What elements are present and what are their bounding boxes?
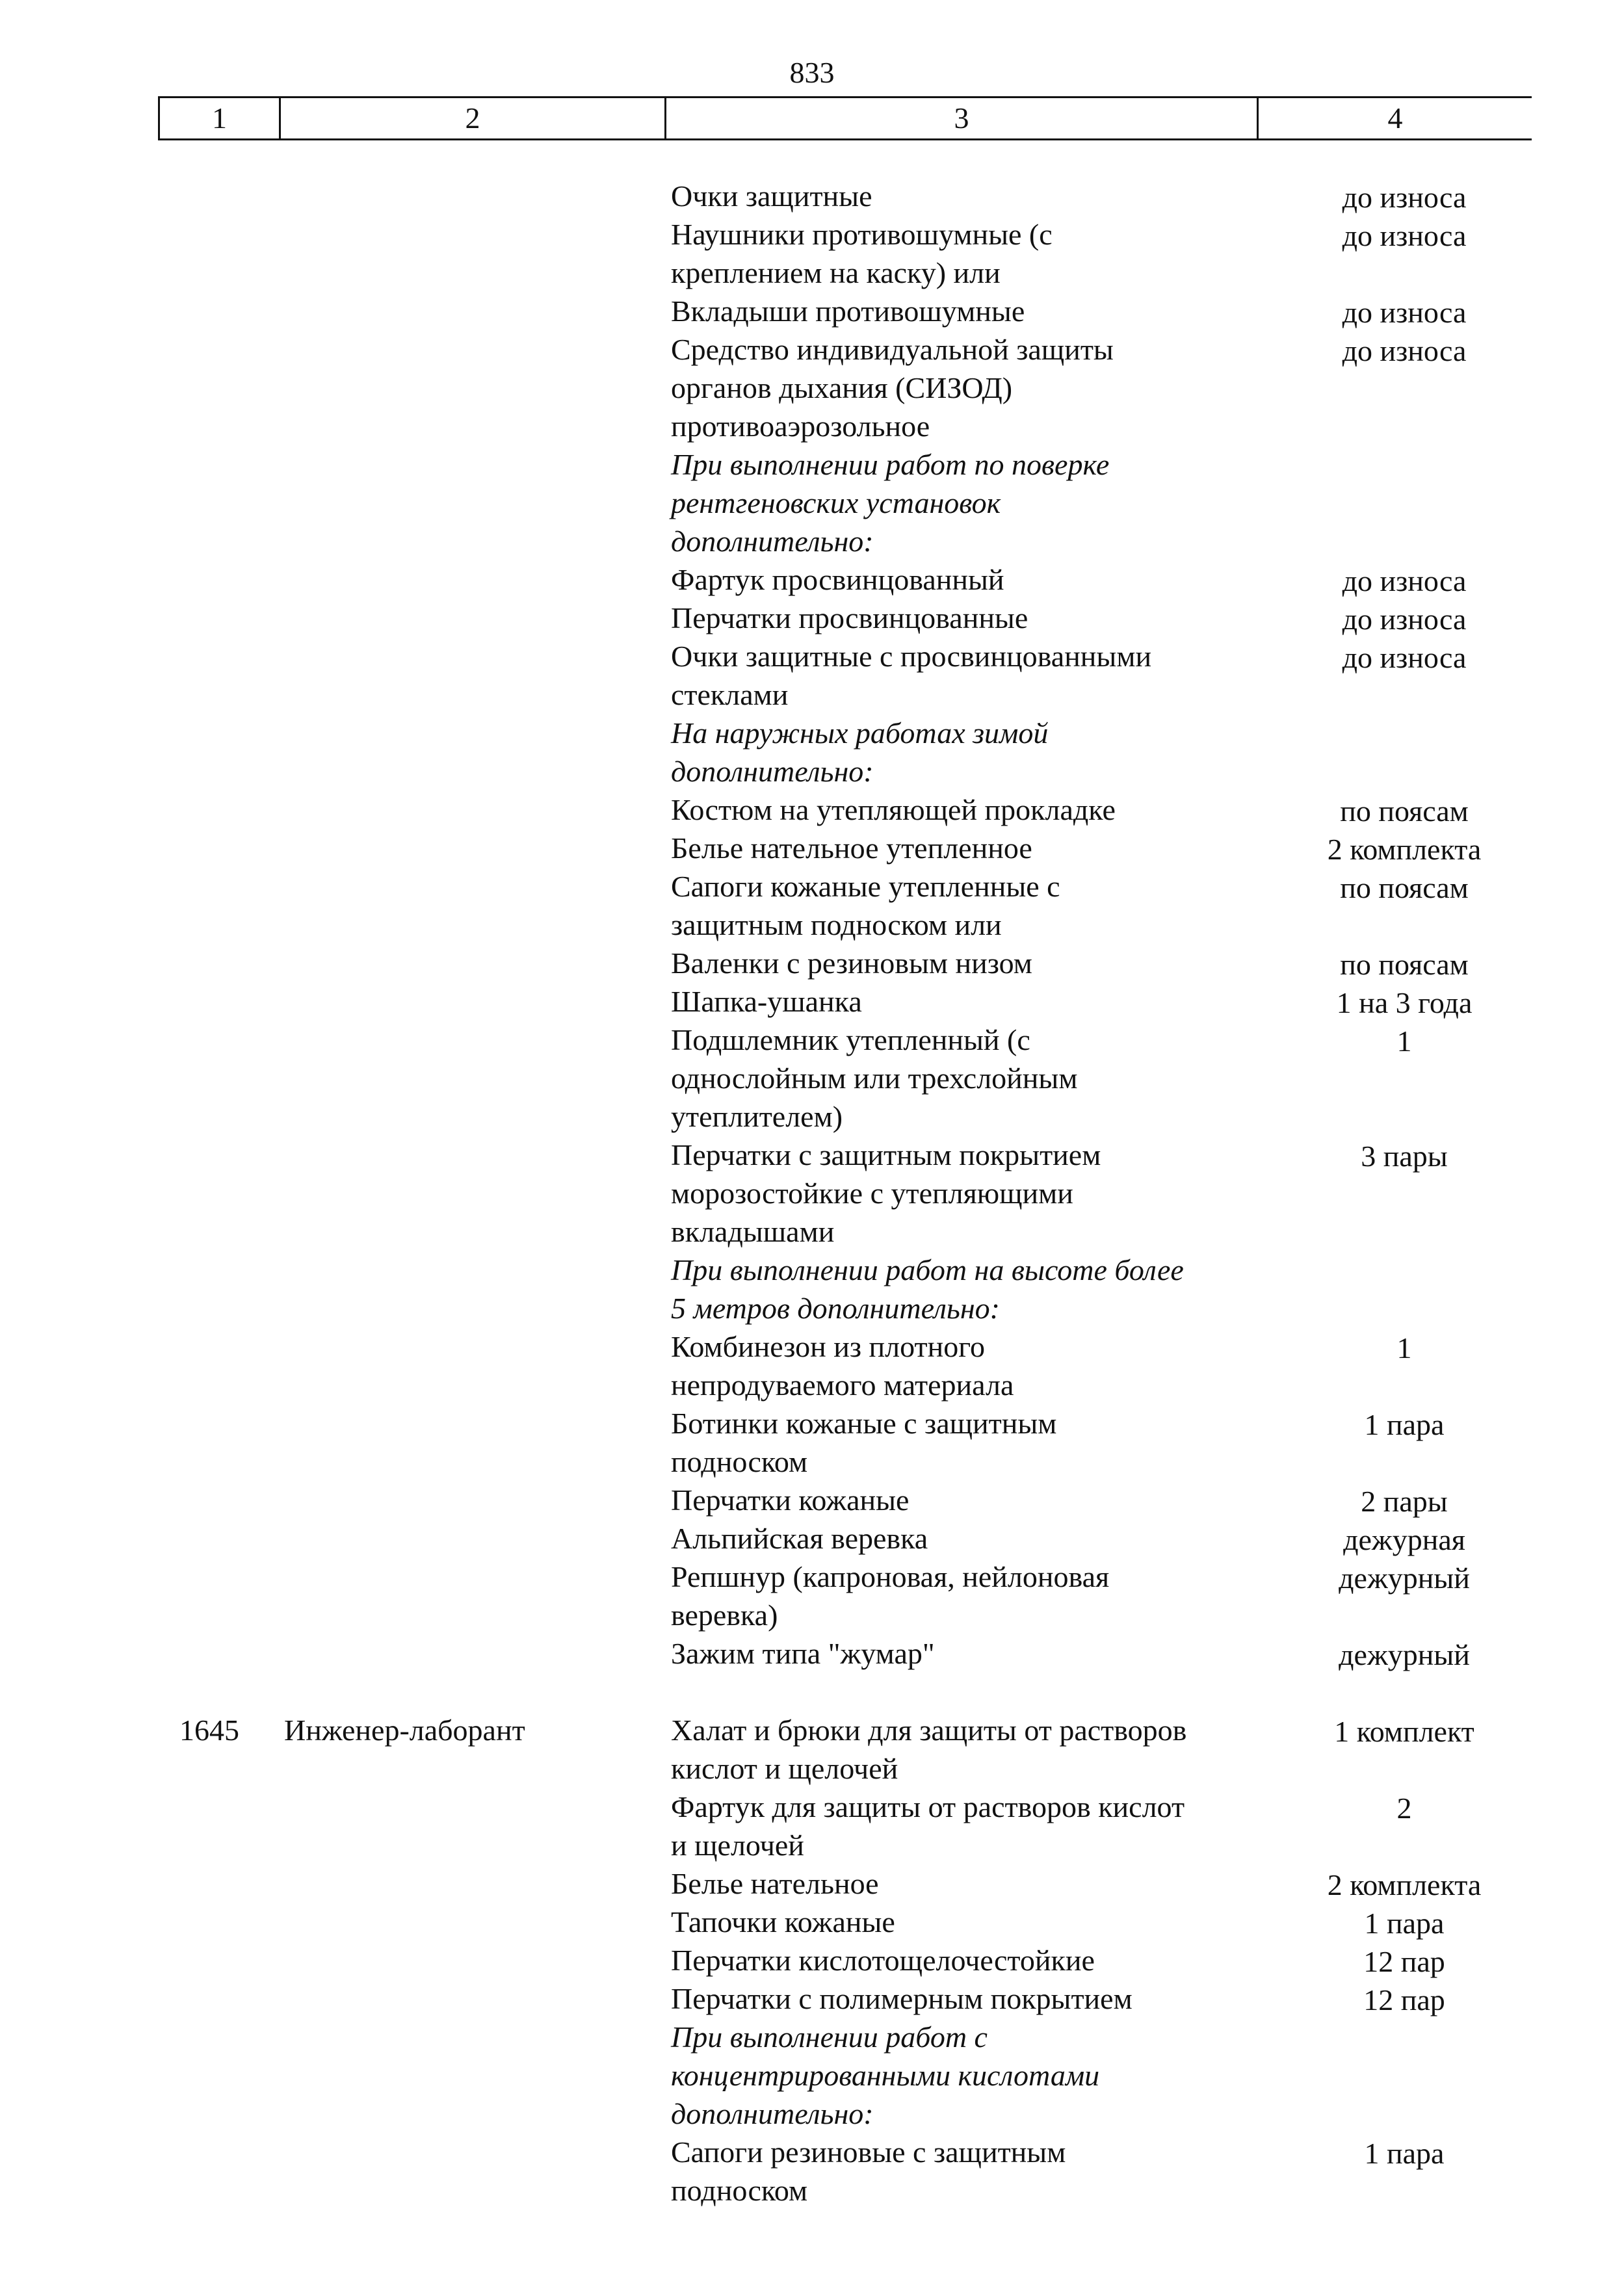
- issue-norm: 1: [1396, 1331, 1412, 1364]
- item-text-line: Вкладыши противошумные: [671, 294, 1025, 328]
- protective-item: [671, 292, 1269, 330]
- protective-item: [671, 1481, 1269, 1519]
- item-text-line: защитным подноском или: [671, 908, 1002, 941]
- item-text-line: кислот и щелочей: [671, 1752, 898, 1785]
- item-text-line: Белье нательное: [671, 1867, 879, 1900]
- row-number: 1645: [179, 1714, 239, 1747]
- issue-norm: до износа: [1342, 641, 1467, 674]
- item-text-line: На наружных работах зимой: [671, 716, 1049, 750]
- protective-item: [671, 330, 1269, 445]
- protective-item: [671, 599, 1269, 637]
- issue-norm: 2 комплекта: [1327, 833, 1482, 866]
- protective-item: [671, 829, 1269, 867]
- item-text-line: непродуваемого материала: [671, 1368, 1014, 1402]
- item-text-line: и щелочей: [671, 1829, 804, 1862]
- protective-item: [671, 1404, 1269, 1481]
- item-text-line: Очки защитные с просвинцованными: [671, 640, 1152, 673]
- protective-item: [671, 2133, 1269, 2210]
- item-text-line: Фартук для защиты от растворов кислот: [671, 1790, 1185, 1823]
- header-col-1: 1: [212, 101, 227, 135]
- protective-item: [671, 1021, 1269, 1136]
- issue-norm: до износа: [1342, 296, 1467, 329]
- item-text-line: При выполнении работ по поверке: [671, 448, 1110, 481]
- header-col-3: 3: [954, 101, 969, 135]
- protective-item: [671, 1788, 1269, 1864]
- protective-item: [671, 1136, 1269, 1251]
- item-text-line: Очки защитные: [671, 179, 872, 213]
- item-text-line: подноском: [671, 1445, 808, 1478]
- item-text-line: Валенки с резиновым низом: [671, 946, 1032, 980]
- item-text-line: Сапоги кожаные утепленные с: [671, 870, 1060, 903]
- item-text-line: Средство индивидуальной защиты: [671, 333, 1114, 366]
- protective-item: [671, 1864, 1269, 1903]
- protective-item: [671, 215, 1269, 292]
- item-text-line: креплением на каску) или: [671, 256, 1001, 289]
- item-text-line: морозостойкие с утепляющими: [671, 1177, 1073, 1210]
- protective-item: [671, 1558, 1269, 1634]
- item-text-line: органов дыхания (СИЗОД): [671, 371, 1013, 404]
- issue-norm: 1 комплект: [1334, 1715, 1474, 1748]
- item-text-line: противоаэрозольное: [671, 410, 930, 443]
- item-text-line: утеплителем): [671, 1100, 843, 1133]
- issue-norm: по поясам: [1340, 871, 1469, 904]
- item-text-line: Комбинезон из плотного: [671, 1330, 985, 1363]
- item-text-line: стеклами: [671, 678, 789, 711]
- item-text-line: Перчатки с полимерным покрытием: [671, 1982, 1133, 2015]
- item-text-line: Перчатки с защитным покрытием: [671, 1138, 1101, 1171]
- header-col-4: 4: [1387, 101, 1403, 135]
- issue-norm: 1 на 3 года: [1336, 986, 1473, 1019]
- issue-norm: дежурная: [1343, 1523, 1465, 1556]
- section-note: [671, 714, 1269, 790]
- item-text-line: Костюм на утепляющей прокладке: [671, 793, 1116, 826]
- item-text-line: Наушники противошумные (с: [671, 218, 1053, 251]
- item-text-line: Халат и брюки для защиты от растворов: [671, 1714, 1187, 1747]
- issue-norm: до износа: [1342, 181, 1467, 214]
- item-text-line: Ботинки кожаные с защитным: [671, 1407, 1057, 1440]
- job-title: Инженер-лаборант: [284, 1714, 525, 1747]
- item-text-line: вкладышами: [671, 1215, 835, 1248]
- protective-item: [671, 560, 1269, 599]
- item-text-line: веревка): [671, 1598, 778, 1632]
- issue-norm: до износа: [1342, 564, 1467, 597]
- protective-item: [671, 1979, 1269, 2018]
- item-text-line: Тапочки кожаные: [671, 1905, 895, 1938]
- protective-item: [671, 1519, 1269, 1558]
- issue-norm: 12 пар: [1363, 1983, 1445, 2016]
- item-text-line: При выполнении работ с: [671, 2020, 988, 2054]
- page-number: 833: [789, 56, 835, 89]
- protective-item: [671, 177, 1269, 215]
- section-note: [671, 445, 1269, 560]
- item-text-line: дополнительно:: [671, 2097, 874, 2130]
- item-text-line: Зажим типа "жумар": [671, 1637, 935, 1670]
- item-text-line: Фартук просвинцованный: [671, 563, 1004, 596]
- item-text-line: Подшлемник утепленный (с: [671, 1023, 1030, 1056]
- item-text-line: Альпийская веревка: [671, 1522, 928, 1555]
- issue-norm: 12 пар: [1363, 1945, 1445, 1978]
- issue-norm: 2 комплекта: [1327, 1868, 1482, 1901]
- header-col-2: 2: [465, 101, 480, 135]
- protective-item: [671, 944, 1269, 982]
- protective-item: [671, 1941, 1269, 1979]
- issue-norm: 3 пары: [1361, 1140, 1448, 1173]
- issue-norm: дежурный: [1339, 1561, 1470, 1595]
- issue-norm: до износа: [1342, 219, 1467, 252]
- item-text-line: Репшнур (капроновая, нейлоновая: [671, 1560, 1110, 1593]
- item-text-line: концентрированными кислотами: [671, 2059, 1100, 2092]
- item-text-line: Перчатки просвинцованные: [671, 601, 1028, 634]
- item-text-line: Шапка-ушанка: [671, 985, 862, 1018]
- item-text-line: однослойным или трехслойным: [671, 1062, 1078, 1095]
- item-text-line: дополнительно:: [671, 525, 874, 558]
- issue-norm: дежурный: [1339, 1638, 1470, 1671]
- protective-item: [671, 790, 1269, 829]
- issue-norm: 1 пара: [1364, 2137, 1445, 2170]
- protective-item: [671, 637, 1269, 714]
- protective-item: [671, 1903, 1269, 1941]
- protective-item: [671, 1711, 1269, 1788]
- section-note: [671, 1251, 1269, 1327]
- item-text-line: Белье нательное утепленное: [671, 831, 1032, 865]
- issue-norm: 1 пара: [1364, 1408, 1445, 1441]
- item-text-line: подноском: [671, 2174, 808, 2207]
- issue-norm: 1 пара: [1364, 1907, 1445, 1940]
- protective-item: [671, 867, 1269, 944]
- item-text-line: 5 метров дополнительно:: [671, 1292, 1000, 1325]
- item-text-line: При выполнении работ на высоте более: [671, 1253, 1184, 1286]
- issue-norm: 1: [1396, 1024, 1412, 1058]
- section-note: [671, 2018, 1269, 2133]
- issue-norm: по поясам: [1340, 794, 1469, 828]
- item-text-line: Сапоги резиновые с защитным: [671, 2135, 1066, 2169]
- item-text-line: Перчатки кожаные: [671, 1483, 910, 1517]
- item-text-line: рентгеновских установок: [671, 486, 1001, 519]
- protective-item: [671, 1327, 1269, 1404]
- issue-norm: 2: [1396, 1792, 1412, 1825]
- issue-norm: 2 пары: [1361, 1485, 1448, 1518]
- protective-item: [671, 1634, 1269, 1673]
- issue-norm: по поясам: [1340, 948, 1469, 981]
- protective-item: [671, 982, 1269, 1021]
- issue-norm: до износа: [1342, 603, 1467, 636]
- item-text-line: дополнительно:: [671, 755, 874, 788]
- item-text-line: Перчатки кислотощелочестойкие: [671, 1944, 1095, 1977]
- issue-norm: до износа: [1342, 334, 1467, 367]
- table-header-row: [158, 96, 1532, 140]
